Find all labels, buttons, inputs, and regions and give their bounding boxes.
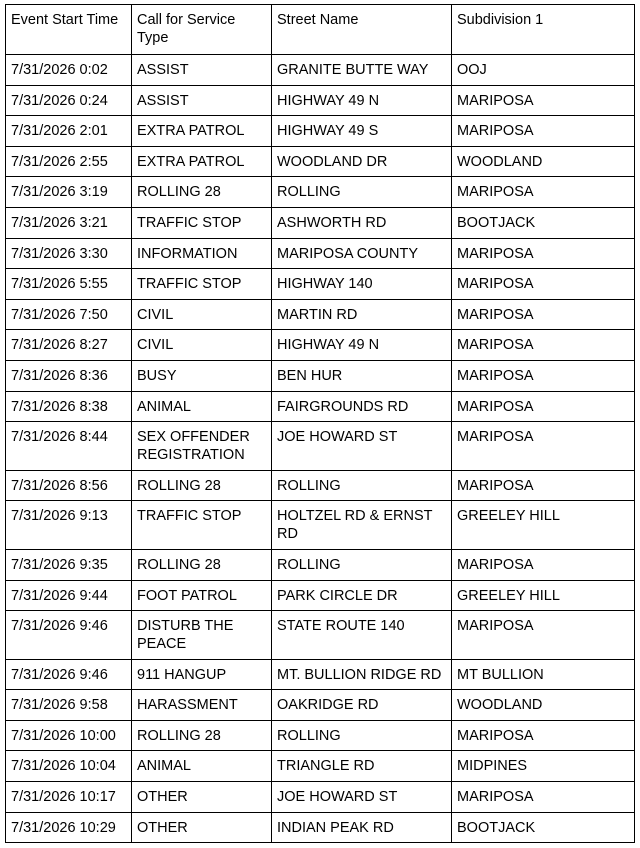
table-row	[6, 812, 635, 843]
cell-event-start-time: 7/31/2026 2:55	[6, 146, 132, 177]
cell-subdivision: MARIPOSA	[452, 360, 635, 391]
table-row	[6, 391, 635, 422]
table-row	[6, 580, 635, 611]
table-row	[6, 611, 635, 660]
cell-subdivision: MARIPOSA	[452, 720, 635, 751]
cell-call-type: ROLLING 28	[132, 470, 272, 501]
cell-subdivision: MARIPOSA	[452, 269, 635, 300]
cell-subdivision: BOOTJACK	[452, 207, 635, 238]
table-row	[6, 470, 635, 501]
cell-call-type: HARASSMENT	[132, 690, 272, 721]
cell-call-type: TRAFFIC STOP	[132, 269, 272, 300]
cell-call-type: ROLLING 28	[132, 177, 272, 208]
cell-subdivision: MARIPOSA	[452, 549, 635, 580]
table-row	[6, 55, 635, 86]
table-row	[6, 782, 635, 813]
cell-street-name: INDIAN PEAK RD	[272, 812, 452, 843]
cell-call-type: ASSIST	[132, 55, 272, 86]
cell-subdivision: MARIPOSA	[452, 391, 635, 422]
cell-street-name: ROLLING	[272, 549, 452, 580]
cell-call-type: ROLLING 28	[132, 549, 272, 580]
cell-event-start-time: 7/31/2026 7:50	[6, 299, 132, 330]
cell-event-start-time: 7/31/2026 9:44	[6, 580, 132, 611]
cell-subdivision: MT BULLION	[452, 659, 635, 690]
table-header	[6, 5, 635, 55]
table-row	[6, 330, 635, 361]
table-row	[6, 422, 635, 471]
cell-subdivision: MARIPOSA	[452, 116, 635, 147]
cell-call-type: INFORMATION	[132, 238, 272, 269]
table-row	[6, 720, 635, 751]
cell-call-type: ROLLING 28	[132, 720, 272, 751]
cell-street-name: HIGHWAY 49 N	[272, 85, 452, 116]
header-street-name: Street Name	[272, 5, 452, 55]
cell-subdivision: WOODLAND	[452, 690, 635, 721]
cell-event-start-time: 7/31/2026 0:24	[6, 85, 132, 116]
cell-call-type: 911 HANGUP	[132, 659, 272, 690]
header-subdivision: Subdivision 1	[452, 5, 635, 55]
cell-event-start-time: 7/31/2026 8:38	[6, 391, 132, 422]
header-row	[6, 5, 635, 55]
table-row	[6, 238, 635, 269]
cell-call-type: ANIMAL	[132, 391, 272, 422]
cell-event-start-time: 7/31/2026 3:21	[6, 207, 132, 238]
cell-street-name: FAIRGROUNDS RD	[272, 391, 452, 422]
cell-call-type: SEX OFFENDER REGISTRATION	[132, 422, 272, 471]
cell-subdivision: MARIPOSA	[452, 782, 635, 813]
cell-street-name: STATE ROUTE 140	[272, 611, 452, 660]
cell-event-start-time: 7/31/2026 9:46	[6, 659, 132, 690]
cell-call-type: OTHER	[132, 812, 272, 843]
cell-subdivision: MIDPINES	[452, 751, 635, 782]
cell-subdivision: MARIPOSA	[452, 85, 635, 116]
cell-street-name: JOE HOWARD ST	[272, 422, 452, 471]
cell-event-start-time: 7/31/2026 10:04	[6, 751, 132, 782]
cell-subdivision: MARIPOSA	[452, 422, 635, 471]
cell-subdivision: MARIPOSA	[452, 470, 635, 501]
table-row	[6, 751, 635, 782]
cell-street-name: MARIPOSA COUNTY	[272, 238, 452, 269]
table-row	[6, 549, 635, 580]
cell-event-start-time: 7/31/2026 9:13	[6, 501, 132, 550]
cell-street-name: MT. BULLION RIDGE RD	[272, 659, 452, 690]
cell-street-name: JOE HOWARD ST	[272, 782, 452, 813]
table-row	[6, 207, 635, 238]
cell-subdivision: MARIPOSA	[452, 177, 635, 208]
table-row	[6, 360, 635, 391]
cell-subdivision: MARIPOSA	[452, 330, 635, 361]
cell-street-name: TRIANGLE RD	[272, 751, 452, 782]
cell-event-start-time: 7/31/2026 8:27	[6, 330, 132, 361]
cell-street-name: WOODLAND DR	[272, 146, 452, 177]
table-row	[6, 501, 635, 550]
cell-event-start-time: 7/31/2026 0:02	[6, 55, 132, 86]
cell-street-name: OAKRIDGE RD	[272, 690, 452, 721]
table-row	[6, 299, 635, 330]
cell-call-type: CIVIL	[132, 330, 272, 361]
cell-event-start-time: 7/31/2026 8:56	[6, 470, 132, 501]
cell-call-type: TRAFFIC STOP	[132, 501, 272, 550]
cell-call-type: DISTURB THE PEACE	[132, 611, 272, 660]
header-call-for-service-type: Call for Service Type	[132, 5, 272, 55]
cell-event-start-time: 7/31/2026 8:44	[6, 422, 132, 471]
cell-event-start-time: 7/31/2026 10:17	[6, 782, 132, 813]
cell-event-start-time: 7/31/2026 9:58	[6, 690, 132, 721]
cell-event-start-time: 7/31/2026 5:55	[6, 269, 132, 300]
cell-call-type: BUSY	[132, 360, 272, 391]
cell-call-type: ANIMAL	[132, 751, 272, 782]
cell-event-start-time: 7/31/2026 8:36	[6, 360, 132, 391]
cell-call-type: TRAFFIC STOP	[132, 207, 272, 238]
cell-street-name: MARTIN RD	[272, 299, 452, 330]
cell-street-name: GRANITE BUTTE WAY	[272, 55, 452, 86]
cell-event-start-time: 7/31/2026 3:30	[6, 238, 132, 269]
cell-subdivision: GREELEY HILL	[452, 580, 635, 611]
cell-event-start-time: 7/31/2026 2:01	[6, 116, 132, 147]
cell-street-name: BEN HUR	[272, 360, 452, 391]
cell-street-name: PARK CIRCLE DR	[272, 580, 452, 611]
cell-street-name: HOLTZEL RD & ERNST RD	[272, 501, 452, 550]
table-row	[6, 146, 635, 177]
cell-call-type: EXTRA PATROL	[132, 146, 272, 177]
cell-event-start-time: 7/31/2026 10:00	[6, 720, 132, 751]
table-body	[6, 55, 635, 843]
cell-call-type: CIVIL	[132, 299, 272, 330]
cell-subdivision: MARIPOSA	[452, 238, 635, 269]
cell-call-type: OTHER	[132, 782, 272, 813]
cell-street-name: ROLLING	[272, 720, 452, 751]
cell-call-type: ASSIST	[132, 85, 272, 116]
cell-event-start-time: 7/31/2026 10:29	[6, 812, 132, 843]
cell-subdivision: BOOTJACK	[452, 812, 635, 843]
cell-street-name: ASHWORTH RD	[272, 207, 452, 238]
cell-street-name: HIGHWAY 49 N	[272, 330, 452, 361]
cell-call-type: EXTRA PATROL	[132, 116, 272, 147]
cell-street-name: HIGHWAY 49 S	[272, 116, 452, 147]
cell-subdivision: MARIPOSA	[452, 611, 635, 660]
cell-event-start-time: 7/31/2026 3:19	[6, 177, 132, 208]
cell-event-start-time: 7/31/2026 9:46	[6, 611, 132, 660]
table-row	[6, 85, 635, 116]
table-row	[6, 269, 635, 300]
cell-subdivision: MARIPOSA	[452, 299, 635, 330]
cell-street-name: ROLLING	[272, 177, 452, 208]
table-row	[6, 177, 635, 208]
cell-event-start-time: 7/31/2026 9:35	[6, 549, 132, 580]
calls-for-service-table	[5, 4, 635, 843]
cell-street-name: ROLLING	[272, 470, 452, 501]
table-row	[6, 659, 635, 690]
cell-call-type: FOOT PATROL	[132, 580, 272, 611]
cell-subdivision: WOODLAND	[452, 146, 635, 177]
table-row	[6, 116, 635, 147]
cell-subdivision: GREELEY HILL	[452, 501, 635, 550]
cell-street-name: HIGHWAY 140	[272, 269, 452, 300]
calls-for-service-table-container	[5, 4, 634, 843]
table-row	[6, 690, 635, 721]
cell-subdivision: OOJ	[452, 55, 635, 86]
header-event-start-time: Event Start Time	[6, 5, 132, 55]
